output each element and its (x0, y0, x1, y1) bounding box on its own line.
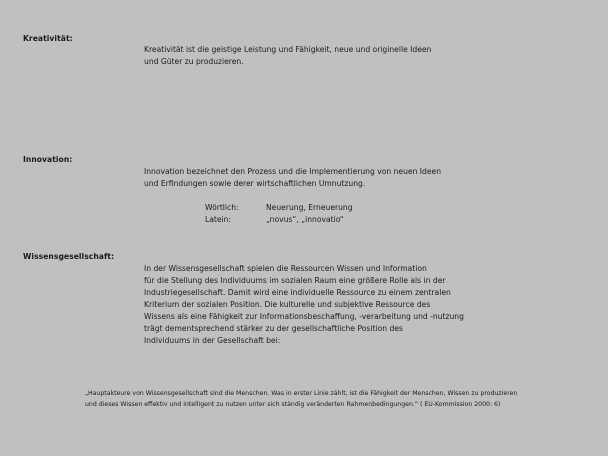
etymology-list (205, 202, 353, 226)
definition-kreativitaet: Kreativität ist die geistige Leistung und Fähigkeit, neue und originelle Ideen und Güter zu produzieren. (144, 45, 432, 66)
definition-wissensgesellschaft: In der Wissensgesellschaft spielen die Ressourcen Wissen und Information für die Stellung des Individuums im sozialen Raum eine größere Rolle als in der Industriegesellschaft. Damit wird eine individuelle Ressource zu einem zentralen Kriterium der sozialen Position. Die kulturelle und subjektive Ressource des Wissens als eine Fähigkeit zur Informationsbeschaffung, -verarbeitung und -nutzung trägt dementsprechend stärker zu der gesellschaftliche Position des Individuums in der Gesellschaft bei: (144, 264, 464, 345)
etymology-key: Wörtlich: (205, 203, 239, 212)
quote-eu-kommission: „Hauptakteure von Wissensgesellschaft sind die Menschen. Was in erster Linie zählt, ist die Fähigkeit der Menschen, Wissen zu produzieren und dieses Wissen effektiv und intelligent zu nutzen unter sich ständig veränderten Rahmenbedingungen.“ ( EU-Kommission 2000: 6) (85, 390, 518, 408)
term-innovation: Innovation: (23, 155, 73, 164)
term-kreativitaet: Kreativität: (23, 34, 73, 43)
definition-innovation: Innovation bezeichnet den Prozess und die Implementierung von neuen Ideen und Erfindungen sowie derer wirtschaftlichen Umnutzung. (144, 167, 442, 188)
etymology-row (205, 202, 353, 214)
etymology-value: „novus“, „innovatio“ (266, 215, 344, 224)
term-wissensgesellschaft: Wissensgesellschaft: (23, 252, 115, 261)
etymology-row (205, 214, 353, 226)
etymology-key: Latein: (205, 215, 232, 224)
etymology-value: Neuerung, Erneuerung (266, 203, 353, 212)
